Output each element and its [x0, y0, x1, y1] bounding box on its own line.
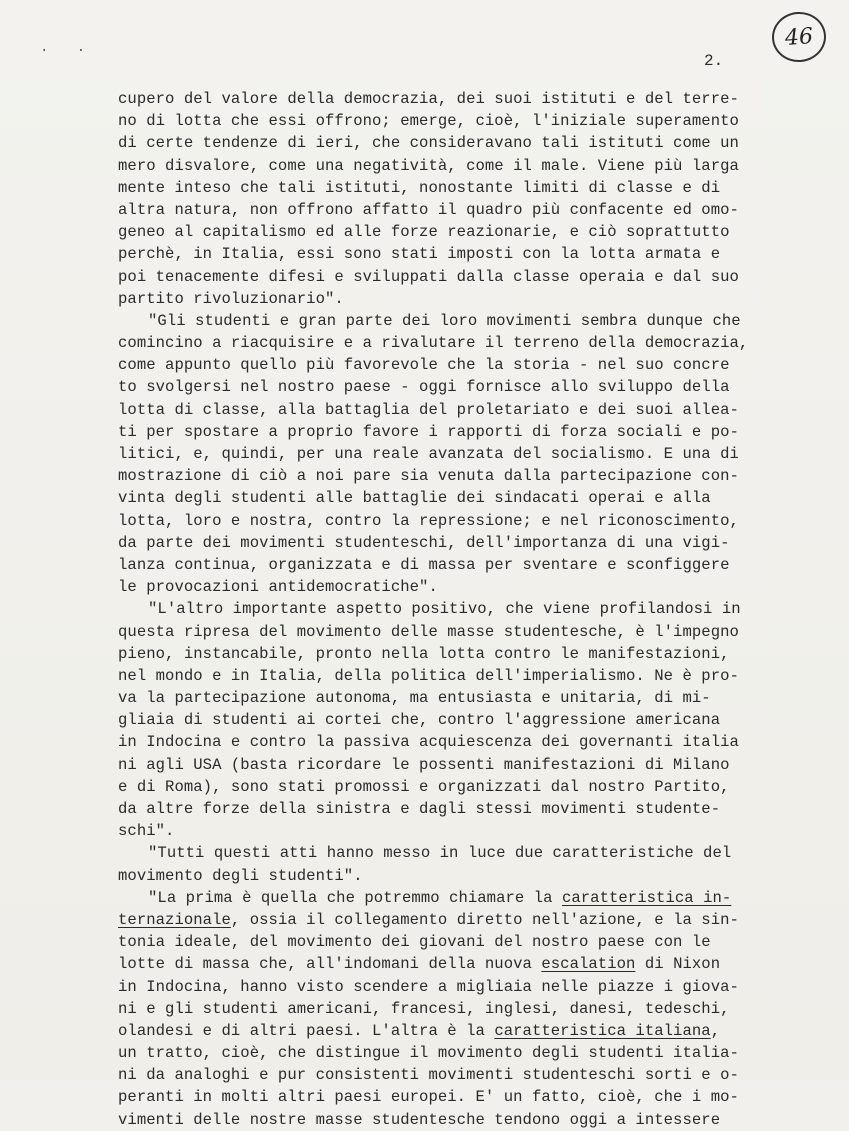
- text-line: da parte dei movimenti studenteschi, dell'importanza di una vigi-: [118, 533, 730, 552]
- text-line: comincino a riacquisire e a rivalutare il terreno della democrazia,: [118, 334, 749, 353]
- text-line: schi".: [118, 822, 175, 841]
- corner-marks: . .: [40, 40, 96, 56]
- text-line: vimenti delle nostre masse studentesche tendono oggi a intessere: [118, 1110, 721, 1129]
- text-line: lotta, loro e nostra, contro la repressione; e nel riconoscimento,: [118, 511, 739, 530]
- handwritten-folio-number: [770, 10, 827, 64]
- underlined-term: ternazionale: [118, 910, 231, 929]
- text-line: mero disvalore, come una negatività, come il male. Viene più larga: [118, 156, 739, 175]
- text-line: mente inteso che tali istituti, nonostante limiti di classe e di: [118, 178, 721, 197]
- text-line: lotta di classe, alla battaglia del proletariato e dei suoi allea-: [118, 400, 739, 419]
- text-line: un tratto, cioè, che distingue il movimento degli studenti italia-: [118, 1044, 739, 1063]
- text-line: in Indocina e contro la passiva acquiescenza dei governanti italia: [118, 733, 739, 752]
- text-line: "L'altro importante aspetto positivo, che viene profilandosi in: [148, 600, 741, 619]
- folio-number-text: 46: [784, 23, 814, 51]
- text-line: "La prima è quella che potremmo chiamare la caratteristica in-: [148, 888, 732, 907]
- typed-body-text: [118, 88, 798, 1131]
- text-line: da altre forze della sinistra e dagli stessi movimenti studente-: [118, 800, 721, 818]
- underlined-term: escalation: [541, 955, 636, 974]
- text-line: perchè, in Italia, essi sono stati imposti con la lotta armata e: [118, 245, 721, 264]
- text-line: in Indocina, hanno visto scendere a migliaia nelle piazze i giova-: [118, 977, 739, 996]
- text-line: partito rivoluzionario".: [118, 289, 344, 308]
- text-line: "Tutti questi atti hanno messo in luce due caratteristiche del: [148, 844, 732, 863]
- page-number: 2.: [704, 52, 724, 70]
- text-line: di certe tendenze di ieri, che consideravano tali istituti come un: [118, 134, 739, 153]
- text-line: va la partecipazione autonoma, ma entusiasta e unitaria, di mi-: [118, 689, 711, 708]
- text-line: no di lotta che essi offrono; emerge, cioè, l'iniziale superamento: [118, 112, 739, 131]
- text-line: ni da analoghi e pur consistenti movimenti studenteschi sorti e o-: [118, 1066, 739, 1085]
- text-line: olandesi e di altri paesi. L'altra è la caratteristica italiana,: [118, 1021, 721, 1040]
- text-line: poi tenacemente difesi e sviluppati dalla classe operaia e dal suo: [118, 267, 739, 286]
- text-line: come appunto quello più favorevole che la storia - nel suo concre: [118, 356, 730, 375]
- text-line: litici, e, quindi, per una reale avanzata del socialismo. E una di: [118, 445, 739, 463]
- text-line: pieno, instancabile, pronto nella lotta contro le manifestazioni,: [118, 644, 730, 663]
- text-line: nel mondo e in Italia, della politica dell'imperialismo. Ne è pro-: [118, 666, 739, 685]
- text-line: movimento degli studenti".: [118, 866, 363, 885]
- text-line: e di Roma), sono stati promossi e organizzati dal nostro Partito,: [118, 777, 730, 796]
- text-line: tonia ideale, del movimento dei giovani del nostro paese con le: [118, 933, 711, 952]
- text-line: vinta degli studenti alle battaglie dei sindacati operai e alla: [118, 489, 711, 508]
- text-line: "Gli studenti e gran parte dei loro movimenti sembra dunque che: [148, 311, 741, 330]
- underlined-term: caratteristica in-: [561, 888, 732, 907]
- text-line: ternazionale, ossia il collegamento diretto nell'azione, e la sin-: [118, 910, 739, 929]
- text-line: cupero del valore della democrazia, dei suoi istituti e del terre-: [118, 90, 739, 108]
- text-line: lanza continua, organizzata e di massa per sventare e sconfiggere: [118, 555, 730, 574]
- text-line: ni agli USA (basta ricordare le possenti manifestazioni di Milano: [118, 755, 730, 774]
- underlined-term: caratteristica italiana: [494, 1021, 711, 1040]
- text-line: le provocazioni antidemocratiche".: [118, 578, 438, 597]
- text-line: gliaia di studenti ai cortei che, contro l'aggressione americana: [118, 711, 721, 730]
- text-line: mostrazione di ciò a noi pare sia venuta dalla partecipazione con-: [118, 467, 739, 486]
- text-line: ni e gli studenti americani, francesi, inglesi, danesi, tedeschi,: [118, 999, 730, 1018]
- text-line: altra natura, non offrono affatto il quadro più confacente ed omo-: [118, 200, 739, 219]
- text-line: peranti in molti altri paesi europei. E' un fatto, cioè, che i mo-: [118, 1088, 739, 1107]
- text-line: ti per spostare a proprio favore i rapporti di forza sociali e po-: [118, 422, 739, 441]
- text-line: to svolgersi nel nostro paese - oggi fornisce allo sviluppo della: [118, 378, 730, 397]
- text-line: lotte di massa che, all'indomani della nuova escalation di Nixon: [118, 955, 721, 974]
- text-line: questa ripresa del movimento delle masse studentesche, è l'impegno: [118, 622, 739, 641]
- text-line: geneo al capitalismo ed alle forze reazionarie, e ciò soprattutto: [118, 223, 730, 242]
